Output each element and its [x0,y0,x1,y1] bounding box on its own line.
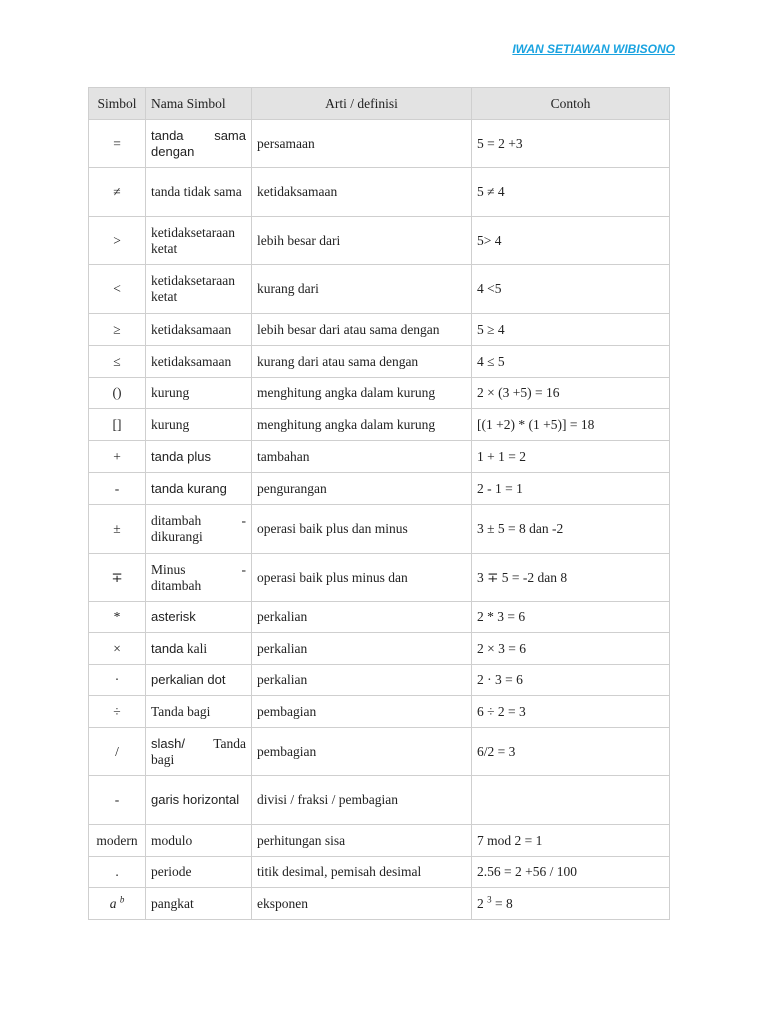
name-cell: tanda kurang [146,473,252,505]
symbol-cell [89,888,146,920]
table-row [89,217,670,265]
name-cell [146,633,252,665]
example-cell: 2 × (3 +5) = 16 [472,378,670,409]
example-cell: 2 × 3 = 6 [472,633,670,665]
table-row [89,473,670,505]
symbol-cell: ∓ [89,554,146,602]
symbol-cell: ≠ [89,168,146,217]
name-cell: modulo [146,825,252,857]
name-cell [146,728,252,776]
example-cell: 2 * 3 = 6 [472,602,670,633]
table-row [89,696,670,728]
table-row [89,168,670,217]
table-row [89,120,670,168]
meaning-cell: perkalian [252,633,472,665]
example-cell: 1 + 1 = 2 [472,441,670,473]
meaning-cell: perkalian [252,602,472,633]
symbol-cell: / [89,728,146,776]
table-row [89,554,670,602]
table-row [89,776,670,825]
table-row [89,441,670,473]
header-name: Nama Simbol [146,88,252,120]
meaning-cell: kurang dari [252,265,472,314]
example-cell: 3 ∓ 5 = -2 dan 8 [472,554,670,602]
name-cell: ketidaksamaan [146,314,252,346]
name-cell: tanda plus [146,441,252,473]
name-cell: asterisk [146,602,252,633]
name-part-sans: slash/ [151,735,185,751]
example-cell [472,776,670,825]
name-cell: Tanda bagi [146,696,252,728]
symbol-cell: ± [89,505,146,554]
table-row [89,888,670,920]
author-name: IWAN SETIAWAN WIBISONO [512,42,675,56]
example-cell: 4 ≤ 5 [472,346,670,378]
symbol-cell: - [89,473,146,505]
example-rest: = 8 [491,895,513,911]
name-cell: tanda tidak sama [146,168,252,217]
symbol-cell: . [89,857,146,888]
example-cell: 5> 4 [472,217,670,265]
meaning-cell: operasi baik plus dan minus [252,505,472,554]
meaning-cell: divisi / fraksi / pembagian [252,776,472,825]
name-cell: periode [146,857,252,888]
name-cell: ketidaksamaan [146,346,252,378]
symbol-cell: < [89,265,146,314]
example-cell: 6 ÷ 2 = 3 [472,696,670,728]
example-cell: 5 = 2 +3 [472,120,670,168]
symbol-cell: ≥ [89,314,146,346]
example-cell: [(1 +2) * (1 +5)] = 18 [472,409,670,441]
table-row [89,314,670,346]
meaning-cell: titik desimal, pemisah desimal [252,857,472,888]
symbol-cell: = [89,120,146,168]
example-cell [472,888,670,920]
table-row [89,857,670,888]
example-cell: 5 ≠ 4 [472,168,670,217]
name-part-serif: Tanda bagi [151,735,246,767]
symbol-cell: × [89,633,146,665]
symbol-cell: () [89,378,146,409]
meaning-cell: persamaan [252,120,472,168]
header-example: Contoh [472,88,670,120]
table-row [89,728,670,776]
meaning-cell: pembagian [252,696,472,728]
table-row [89,633,670,665]
table-row [89,346,670,378]
example-cell: 2.56 = 2 +56 / 100 [472,857,670,888]
name-cell: ketidaksetaraan ketat [146,217,252,265]
header-symbol: Simbol [89,88,146,120]
table-row [89,825,670,857]
table-header-row [89,88,670,120]
name-cell: pangkat [146,888,252,920]
meaning-cell: pengurangan [252,473,472,505]
name-cell: garis horizontal [146,776,252,825]
example-cell: 2 - 1 = 1 [472,473,670,505]
name-cell: kurung [146,409,252,441]
meaning-cell: eksponen [252,888,472,920]
example-cell: 5 ≥ 4 [472,314,670,346]
meaning-cell: ketidaksamaan [252,168,472,217]
name-cell: perkalian dot [146,665,252,696]
table-row [89,505,670,554]
name-cell: Minus - ditambah [146,554,252,602]
symbol-cell: * [89,602,146,633]
example-cell: 3 ± 5 = 8 dan -2 [472,505,670,554]
name-cell: kurung [146,378,252,409]
name-part-serif: kali [183,640,208,656]
meaning-cell: tambahan [252,441,472,473]
meaning-cell: lebih besar dari [252,217,472,265]
example-cell: 7 mod 2 = 1 [472,825,670,857]
table-row [89,409,670,441]
symbol-cell: - [89,776,146,825]
table-row [89,602,670,633]
symbol-cell: > [89,217,146,265]
math-symbols-table [88,87,670,920]
meaning-cell: pembagian [252,728,472,776]
example-exponent: 3 [487,894,492,904]
meaning-cell: lebih besar dari atau sama dengan [252,314,472,346]
symbol-cell: · [89,665,146,696]
name-cell: tanda sama dengan [146,120,252,168]
symbol-cell: ÷ [89,696,146,728]
symbol-cell: + [89,441,146,473]
symbol-cell: ≤ [89,346,146,378]
power-exponent: b [119,894,125,904]
meaning-cell: perhitungan sisa [252,825,472,857]
symbol-cell: [] [89,409,146,441]
table-row [89,265,670,314]
power-base: a [109,895,117,911]
example-cell: 2 · 3 = 6 [472,665,670,696]
meaning-cell: kurang dari atau sama dengan [252,346,472,378]
meaning-cell: menghitung angka dalam kurung [252,378,472,409]
meaning-cell: operasi baik plus minus dan [252,554,472,602]
name-cell: ditambah - dikurangi [146,505,252,554]
name-part-sans: tanda [151,640,184,656]
symbol-cell: modern [89,825,146,857]
meaning-cell: perkalian [252,665,472,696]
example-base: 2 [477,895,484,911]
table-row [89,665,670,696]
header-meaning: Arti / definisi [252,88,472,120]
name-cell: ketidaksetaraan ketat [146,265,252,314]
example-cell: 4 <5 [472,265,670,314]
table-row [89,378,670,409]
example-cell: 6/2 = 3 [472,728,670,776]
meaning-cell: menghitung angka dalam kurung [252,409,472,441]
